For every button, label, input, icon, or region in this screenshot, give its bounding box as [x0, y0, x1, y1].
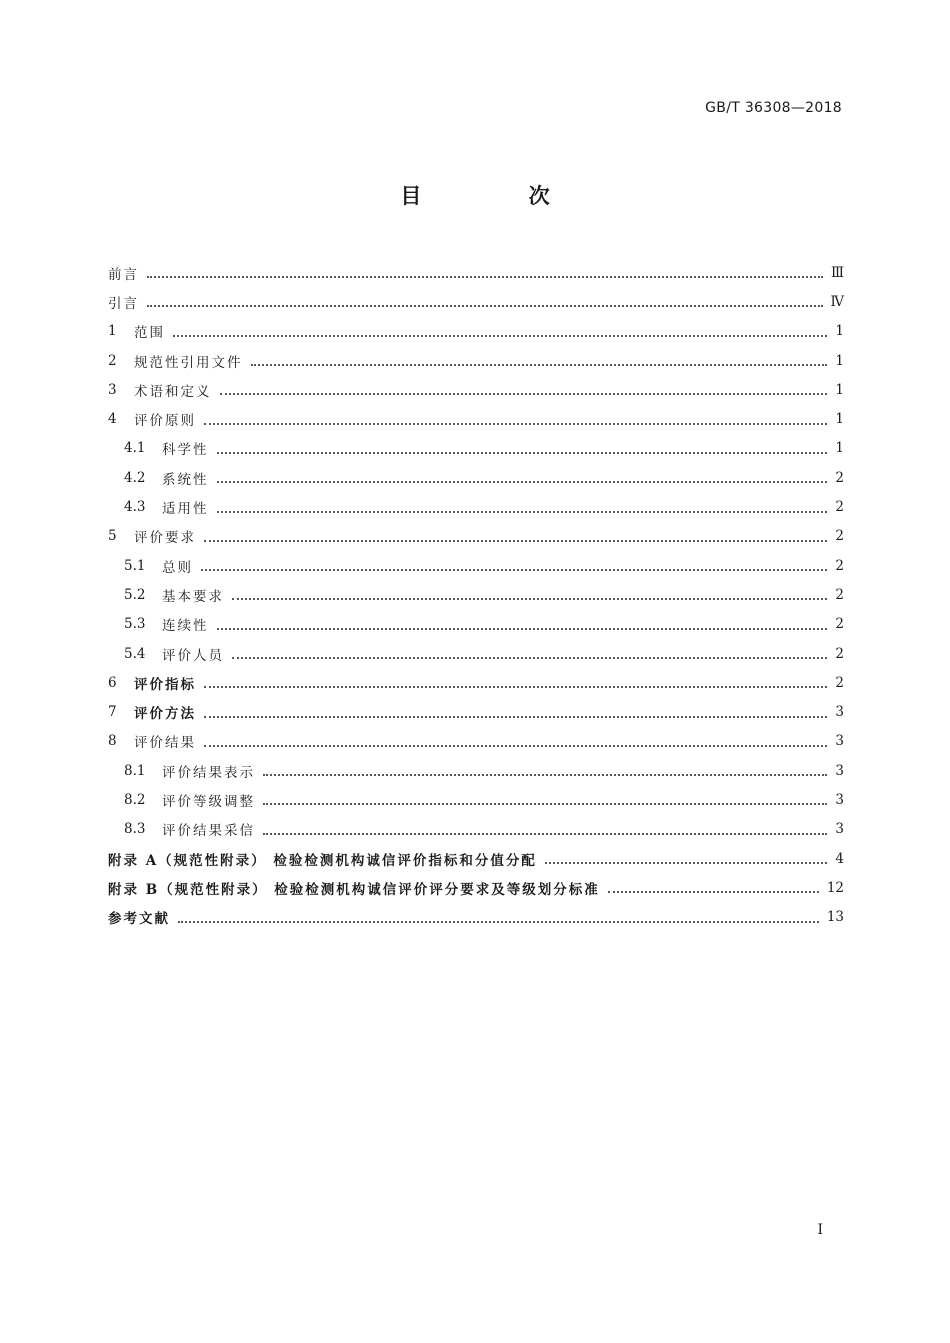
toc-entry-label: 系统性 [162, 471, 209, 488]
dot-leader [217, 451, 828, 454]
toc-entry[interactable] [108, 844, 844, 873]
toc-entry-page: 2 [835, 616, 844, 633]
toc-entry-number: 1 [108, 323, 117, 340]
toc-entry-number: 5.3 [124, 616, 146, 633]
toc-entry-number: 8.2 [124, 791, 146, 808]
toc-entry-number: 5 [108, 528, 117, 545]
toc-entry-page: 3 [835, 733, 844, 750]
dot-leader [251, 363, 828, 366]
toc-entry-number: 4.1 [124, 440, 146, 457]
dot-leader [173, 334, 827, 337]
page-title: 目 次 [400, 184, 600, 208]
toc-entry-label: 评价结果表示 [162, 764, 255, 781]
toc-entry-page: 2 [835, 557, 844, 574]
toc-entry-label: 适用性 [162, 501, 209, 518]
standard-code: GB/T 36308—2018 [705, 100, 842, 116]
dot-leader [545, 861, 828, 864]
toc-entry[interactable] [108, 317, 844, 346]
toc-entry[interactable] [108, 873, 844, 902]
toc-entry-page: 2 [835, 469, 844, 486]
toc-entry-label: 附录 A（规范性附录） 检验检测机构诚信评价指标和分值分配 [108, 852, 537, 869]
toc-entry-number: 4.3 [124, 499, 146, 516]
toc-entry[interactable] [108, 258, 844, 287]
toc-entry-number: 8.3 [124, 821, 146, 838]
toc-entry-label: 评价等级调整 [162, 793, 255, 810]
toc-entry-page: 2 [835, 674, 844, 691]
toc-entry-page: 1 [835, 381, 844, 398]
dot-leader [217, 627, 828, 630]
toc-entry[interactable] [108, 463, 844, 492]
dot-leader [263, 832, 827, 835]
toc-entry[interactable] [108, 785, 844, 814]
toc-entry-number: 8 [108, 733, 117, 750]
toc-entry-label: 连续性 [162, 618, 209, 635]
toc-entry-label: 评价要求 [134, 530, 196, 547]
toc-entry[interactable] [108, 903, 844, 932]
toc-entry-page: 2 [835, 645, 844, 662]
table-of-contents [108, 258, 844, 932]
toc-entry-page: Ⅳ [830, 293, 844, 310]
toc-entry-label: 评价结果 [134, 735, 196, 752]
dot-leader [147, 275, 823, 278]
toc-entry-number: 7 [108, 704, 117, 721]
toc-entry-label: 基本要求 [162, 588, 224, 605]
toc-entry-page: 4 [835, 850, 844, 867]
toc-entry[interactable] [108, 639, 844, 668]
dot-leader [147, 304, 823, 307]
toc-entry[interactable] [108, 492, 844, 521]
dot-leader [178, 920, 819, 923]
toc-entry-page: 1 [835, 440, 844, 457]
toc-entry-number: 4.2 [124, 469, 146, 486]
toc-entry-label: 评价人员 [162, 647, 224, 664]
toc-entry-label: 评价方法 [134, 706, 196, 723]
toc-entry[interactable] [108, 375, 844, 404]
toc-entry-page: 1 [835, 352, 844, 369]
toc-entry-label: 评价指标 [134, 676, 196, 693]
toc-entry[interactable] [108, 434, 844, 463]
toc-entry-label: 引言 [108, 295, 139, 312]
toc-entry-page: 12 [826, 879, 844, 896]
dot-leader [608, 890, 819, 893]
toc-entry-number: 6 [108, 674, 117, 691]
dot-leader [201, 568, 827, 571]
dot-leader [217, 480, 828, 483]
toc-entry-label: 规范性引用文件 [134, 354, 243, 371]
toc-entry-page: 1 [835, 411, 844, 428]
dot-leader [204, 422, 827, 425]
toc-entry-number: 8.1 [124, 762, 146, 779]
toc-entry-page: 3 [835, 821, 844, 838]
toc-entry[interactable] [108, 697, 844, 726]
dot-leader [263, 802, 827, 805]
toc-entry[interactable] [108, 727, 844, 756]
toc-entry-label: 附录 B（规范性附录） 检验检测机构诚信评价评分要求及等级划分标准 [108, 881, 600, 898]
toc-entry-number: 3 [108, 381, 117, 398]
toc-entry[interactable] [108, 756, 844, 785]
dot-leader [232, 597, 827, 600]
dot-leader [204, 715, 827, 718]
toc-entry-label: 范围 [134, 325, 165, 342]
toc-entry-page: 1 [835, 323, 844, 340]
toc-entry-number: 5.2 [124, 586, 146, 603]
toc-entry-label: 总则 [162, 559, 193, 576]
toc-entry-page: 2 [835, 499, 844, 516]
toc-entry-number: 5.1 [124, 557, 146, 574]
toc-entry[interactable] [108, 580, 844, 609]
page-number: I [817, 1222, 823, 1238]
toc-entry-label: 参考文献 [108, 911, 170, 928]
dot-leader [204, 744, 827, 747]
toc-entry[interactable] [108, 287, 844, 316]
toc-entry-page: Ⅲ [830, 264, 844, 281]
toc-entry-label: 前言 [108, 266, 139, 283]
toc-entry-page: 3 [835, 762, 844, 779]
dot-leader [263, 773, 827, 776]
toc-entry-page: 13 [826, 909, 844, 926]
toc-entry-page: 2 [835, 528, 844, 545]
toc-entry-label: 评价原则 [134, 413, 196, 430]
dot-leader [204, 685, 827, 688]
toc-entry-label: 评价结果采信 [162, 823, 255, 840]
toc-entry[interactable] [108, 551, 844, 580]
toc-entry-label: 术语和定义 [134, 383, 212, 400]
toc-entry[interactable] [108, 610, 844, 639]
dot-leader [232, 656, 827, 659]
toc-entry[interactable] [108, 815, 844, 844]
toc-entry-page: 3 [835, 791, 844, 808]
toc-entry-number: 5.4 [124, 645, 146, 662]
dot-leader [204, 539, 827, 542]
toc-entry-page: 2 [835, 586, 844, 603]
toc-entry-label: 科学性 [162, 442, 209, 459]
dot-leader [220, 392, 828, 395]
toc-entry[interactable] [108, 668, 844, 697]
toc-entry[interactable] [108, 404, 844, 433]
toc-entry-page: 3 [835, 704, 844, 721]
dot-leader [217, 510, 828, 513]
toc-entry[interactable] [108, 346, 844, 375]
toc-entry[interactable] [108, 522, 844, 551]
toc-entry-number: 4 [108, 411, 117, 428]
toc-entry-number: 2 [108, 352, 117, 369]
